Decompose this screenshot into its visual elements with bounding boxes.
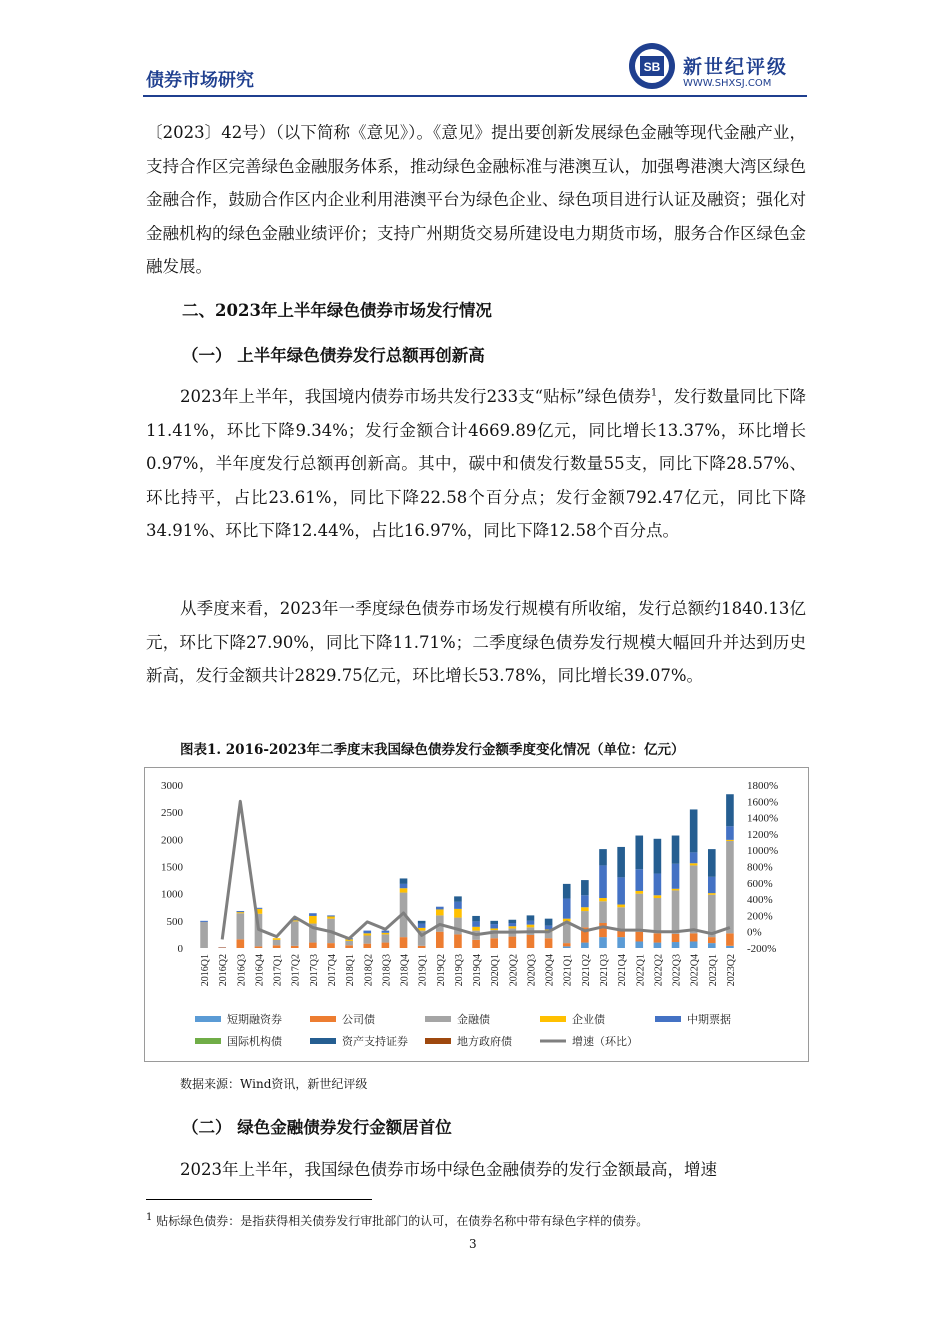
x-tick-label: 2021Q2 [580, 954, 592, 987]
bar-segment [418, 921, 426, 924]
bar-segment [581, 880, 589, 895]
bar-segment [654, 933, 662, 942]
x-tick-label: 2019Q1 [417, 954, 429, 987]
bar-segment [237, 912, 245, 913]
legend-label: 国际机构债 [227, 1035, 282, 1048]
paragraph-2a: 2023年上半年，我国境内债券市场共发行233支“贴标”绿色债券 [180, 387, 651, 406]
bar-segment [672, 889, 680, 891]
bar-segment [363, 933, 371, 935]
x-tick-label: 2022Q3 [671, 954, 683, 987]
bar-segment [617, 877, 625, 904]
x-tick-label: 2022Q2 [653, 954, 665, 987]
bar-segment [635, 869, 643, 891]
y-tick-label: 1000 [161, 888, 183, 901]
bar-segment [726, 841, 734, 933]
y2-tick-label: 1000% [747, 845, 779, 858]
bar-segment [581, 895, 589, 907]
header-rule [143, 95, 807, 97]
x-tick-label: 2018Q3 [381, 954, 393, 987]
bar-segment [690, 933, 698, 941]
bar-segment [599, 849, 607, 865]
bar-segment [672, 864, 680, 889]
bar-segment [690, 852, 698, 863]
bar-segment [690, 941, 698, 948]
bar-segment [690, 809, 698, 852]
bar-segment [490, 924, 498, 928]
bar-segment [309, 916, 317, 924]
bar-segment [436, 907, 444, 910]
bar-segment [472, 927, 480, 931]
bar-segment [617, 937, 625, 948]
bar-segment [382, 934, 390, 942]
bar-segment [527, 915, 535, 920]
bar-segment [472, 916, 480, 921]
paragraph-2 [146, 380, 806, 548]
footnote-mark: 1 [146, 1212, 153, 1223]
bar-segment [708, 943, 716, 948]
bar-segment [635, 932, 643, 942]
y2-tick-label: -200% [747, 943, 777, 955]
x-tick-label: 2021Q3 [599, 954, 610, 987]
y2-tick-label: 1800% [747, 780, 779, 792]
legend-swatch [655, 1016, 681, 1022]
y-tick-label: 500 [166, 915, 183, 928]
legend-label: 地方政府债 [457, 1035, 512, 1048]
bar-segment [708, 895, 716, 937]
bar-segment [581, 911, 589, 927]
bar-segment [400, 937, 408, 948]
bar-segment [599, 923, 607, 937]
bar-segment [654, 898, 662, 933]
legend-swatch [425, 1038, 451, 1044]
bar-segment [726, 826, 734, 840]
bar-segment [237, 913, 245, 939]
legend-label: 企业债 [572, 1013, 605, 1026]
logo-mark: SB [643, 60, 661, 74]
bond-issuance-chart [145, 768, 808, 1061]
x-tick-label: 2020Q2 [508, 954, 520, 987]
bar-segment [509, 923, 517, 926]
bar-segment [708, 849, 716, 877]
x-tick-label: 2020Q1 [490, 954, 502, 987]
bar-segment [545, 938, 553, 948]
x-tick-label: 2018Q4 [399, 954, 411, 987]
x-tick-label: 2020Q4 [544, 954, 556, 987]
bar-segment [509, 926, 517, 928]
x-tick-label: 2018Q2 [363, 954, 375, 987]
logo-url: WWW.SHXSJ.COM [683, 78, 772, 89]
x-tick-label: 2016Q3 [236, 954, 248, 987]
bar-segment [200, 922, 208, 948]
bar-segment [563, 899, 571, 919]
bar-segment [726, 946, 734, 948]
bar-segment [363, 936, 371, 944]
bar-segment [309, 943, 317, 948]
x-tick-label: 2021Q4 [617, 954, 629, 987]
bar-segment [291, 946, 299, 948]
bar-segment [418, 924, 426, 928]
footnote [146, 1212, 648, 1229]
bar-segment [472, 921, 480, 926]
bar-segment [454, 918, 462, 935]
bar-segment [382, 931, 390, 933]
paragraph-1: 〔2023〕42号）（以下简称《意见》）。《意见》提出要创新发展绿色金融等现代金融产业，支持合作区完善绿色金融服务体系，推动绿色金融标准与港澳互认，加强粤港澳大湾区绿色金融合作，鼓励合作区内企业利用港澳平台为绿色企业、绿色项目进行认证及融资；强化对金融机构的绿色金融业绩评价；支持广州期货交易所建设电力期货市场，服务合作区绿色金融发展。 [146, 123, 806, 276]
legend-swatch [310, 1016, 336, 1022]
figure-title: 图表1. 2016-2023年二季度末我国绿色债券发行金额季度变化情况（单位：亿元） [180, 742, 685, 758]
bar-segment [527, 935, 535, 948]
footnote-text: 贴标绿色债券：是指获得相关债券发行审批部门的认可，在债券名称中带有绿色字样的债券。 [156, 1214, 649, 1228]
bar-segment [599, 898, 607, 901]
bar-segment [654, 874, 662, 896]
bar-segment [363, 931, 371, 934]
footnote-ref: 1 [650, 387, 658, 399]
legend-label: 增速（环比） [572, 1035, 638, 1048]
legend-swatch [195, 1038, 221, 1044]
bar-segment [545, 919, 553, 926]
bar-segment [291, 921, 299, 945]
bar-segment [345, 941, 353, 945]
bar-segment [635, 891, 643, 894]
subsection-title-1: （一） 上半年绿色债券发行总额再创新高 [182, 346, 485, 365]
legend-label: 短期融资券 [227, 1013, 282, 1026]
section-title: 二、2023年上半年绿色债券市场发行情况 [182, 301, 492, 320]
y2-tick-label: 1200% [747, 828, 779, 841]
bar-segment [581, 943, 589, 948]
y2-tick-label: 200% [747, 910, 773, 923]
data-source: 数据来源：Wind资讯，新世纪评级 [180, 1077, 368, 1091]
bar-segment [617, 847, 625, 877]
y2-tick-label: 400% [747, 894, 773, 907]
bar-segment [200, 921, 208, 922]
x-tick-label: 2023Q1 [707, 954, 719, 987]
y-tick-label: 3000 [161, 780, 183, 792]
bar-segment [617, 905, 625, 908]
legend-label: 公司债 [342, 1013, 375, 1026]
bar-segment [617, 907, 625, 929]
bar-segment [327, 943, 335, 948]
page-number: 3 [469, 1237, 477, 1251]
bar-segment [345, 945, 353, 948]
bar-segment [563, 943, 571, 946]
y2-tick-label: 1400% [747, 812, 779, 825]
x-tick-label: 2017Q1 [272, 954, 284, 987]
chart-frame [144, 767, 809, 1062]
header-title: 债券市场研究 [146, 70, 254, 91]
x-tick-label: 2022Q4 [689, 954, 701, 987]
x-tick-label: 2018Q1 [345, 954, 357, 987]
bar-segment [635, 836, 643, 870]
x-tick-label: 2017Q4 [327, 954, 338, 987]
x-tick-label: 2019Q3 [453, 954, 465, 987]
bar-segment [581, 907, 589, 911]
x-tick-label: 2019Q4 [472, 954, 484, 987]
bar-segment [599, 901, 607, 923]
bar-segment [309, 913, 317, 916]
x-tick-label: 2017Q3 [308, 954, 320, 987]
bar-segment [273, 945, 281, 948]
bar-segment [708, 893, 716, 895]
footnote-rule [146, 1199, 372, 1200]
y2-tick-label: 1600% [747, 796, 779, 809]
bar-segment [490, 921, 498, 924]
x-tick-label: 2019Q2 [435, 954, 447, 987]
bar-segment [237, 939, 245, 948]
x-tick-label: 2016Q4 [254, 954, 266, 987]
bar-segment [672, 890, 680, 933]
bar-segment [436, 909, 444, 915]
bar-segment [454, 909, 462, 918]
bar-segment [509, 937, 517, 948]
bar-segment [635, 894, 643, 932]
logo-name: 新世纪评级 [683, 56, 789, 78]
bar-segment [527, 925, 535, 928]
bar-segment [400, 884, 408, 888]
bar-segment [418, 946, 426, 948]
bar-segment [563, 946, 571, 948]
x-tick-label: 2016Q2 [218, 954, 230, 987]
bar-segment [599, 865, 607, 898]
bar-segment [454, 902, 462, 909]
legend-swatch [310, 1038, 336, 1044]
bar-segment [654, 839, 662, 874]
legend-label: 金融债 [457, 1013, 490, 1026]
subsection-title-2: （二） 绿色金融债券发行金额居首位 [182, 1118, 452, 1137]
bar-segment [563, 884, 571, 899]
legend-swatch [425, 1016, 451, 1022]
y-tick-label: 2500 [161, 807, 183, 820]
bar-segment [454, 896, 462, 901]
legend-label: 中期票据 [687, 1013, 731, 1026]
bar-segment [400, 878, 408, 883]
bar-segment [382, 943, 390, 948]
bar-segment [472, 940, 480, 948]
bar-segment [273, 940, 281, 945]
bar-segment [654, 943, 662, 948]
logo-icon [628, 42, 676, 90]
bar-segment [654, 895, 662, 898]
bar-segment [237, 911, 245, 912]
bar-segment [690, 863, 698, 865]
bar-segment [490, 938, 498, 948]
bar-segment [363, 944, 371, 948]
bar-segment [708, 877, 716, 893]
bar-segment [726, 933, 734, 945]
bar-segment [635, 941, 643, 948]
y-tick-label: 2000 [161, 834, 183, 847]
y-tick-label: 1500 [161, 861, 183, 874]
legend-swatch [195, 1016, 221, 1022]
bar-segment [672, 934, 680, 942]
y2-tick-label: 800% [747, 861, 773, 874]
y-tick-label: 0 [177, 943, 183, 955]
bar-segment [726, 794, 734, 826]
bar-segment [400, 888, 408, 892]
y2-tick-label: 600% [747, 877, 773, 890]
bar-segment [672, 836, 680, 864]
bar-segment [490, 928, 498, 930]
x-tick-label: 2021Q1 [562, 954, 574, 987]
bar-segment [726, 840, 734, 841]
legend-swatch [540, 1016, 566, 1022]
bar-segment [273, 938, 281, 940]
legend-label: 资产支持证券 [342, 1035, 408, 1048]
bar-segment [436, 932, 444, 948]
bar-segment [599, 937, 607, 948]
bar-segment [255, 946, 263, 948]
x-tick-label: 2017Q2 [290, 954, 302, 987]
x-tick-label: 2016Q1 [200, 954, 212, 987]
paragraph-3: 从季度来看，2023年一季度绿色债券市场发行规模有所收缩，发行总额约1840.13亿元，环比下降27.90%，同比下降11.71%；二季度绿色债券发行规模大幅回升并达到历史新高，发行金额共计2829.75亿元，环比增长53.78%，同比增长39.07%。 [146, 599, 806, 685]
bar-segment [509, 920, 517, 923]
bar-segment [690, 865, 698, 933]
bar-segment [672, 942, 680, 948]
bar-segment [218, 947, 226, 948]
bar-segment [527, 921, 535, 925]
x-tick-label: 2023Q2 [725, 954, 737, 987]
bar-segment [327, 915, 335, 916]
x-tick-label: 2020Q3 [526, 954, 538, 987]
bar-segment [454, 934, 462, 948]
bar-segment [382, 933, 390, 935]
x-tick-label: 2022Q1 [635, 954, 647, 987]
paragraph-2b: ，发行数量同比下降11.41%，环比下降9.34%；发行金额合计4669.89亿元，同比增长13.37%，环比增长0.97%，半年度发行总额再创新高。其中，碳中和债发行数量55支，同比下降28.57%、环比持平，占比23.61%，同比下降22.58个百分点；发行金额792.47亿元，同比下降34.91%、环比下降12.44%，占比16.97%，同比下降12.58个百分点。 [146, 387, 807, 540]
paragraph-4: 2023年上半年，我国绿色债券市场中绿色金融债券的发行金额最高，增速 [180, 1160, 717, 1179]
y2-tick-label: 0% [747, 926, 762, 939]
bar-segment [708, 937, 716, 943]
bar-segment [327, 916, 335, 918]
